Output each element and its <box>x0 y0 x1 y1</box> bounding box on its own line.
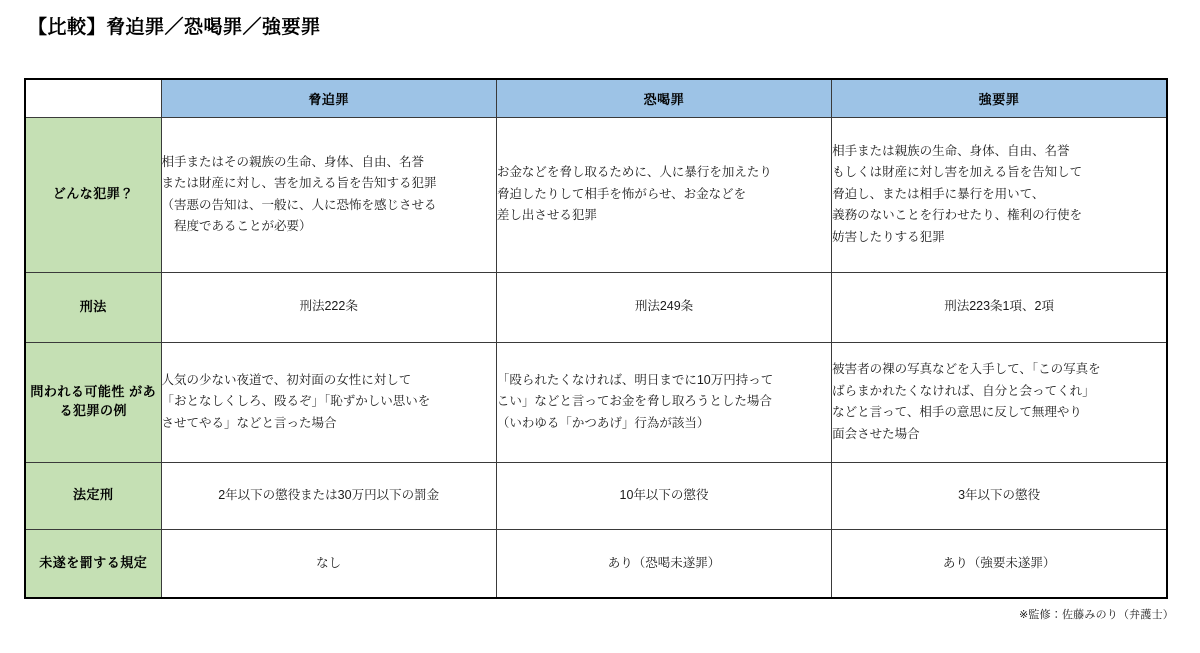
cell-penal-code-extortion <box>496 272 831 342</box>
cell-what-crime-intimidation <box>161 117 496 272</box>
cell-line: あり（強要未遂罪） <box>942 555 1056 570</box>
table-header <box>25 79 1167 117</box>
cell-line: させてやる」などと言った場合 <box>161 415 337 430</box>
cell-line: お金などを脅し取るために、人に暴行を加えたり <box>496 165 772 180</box>
row-label-penal-code: 刑法 <box>25 272 161 342</box>
page-title: 【比較】脅迫罪／恐喝罪／強要罪 <box>28 17 321 38</box>
row-label-examples <box>25 342 161 462</box>
table-row <box>25 462 1167 529</box>
table-row <box>25 272 1167 342</box>
cell-line: 「殴られたくなければ、明日までに10万円持って <box>496 372 774 387</box>
cell-penal-code-intimidation <box>161 272 496 342</box>
cell-line: ばらまかれたくなければ、自分と会ってくれ」 <box>832 383 1095 398</box>
column-header-compulsion: 強要罪 <box>832 79 1167 117</box>
cell-line: 刑法222条 <box>299 299 358 314</box>
row-label-what-crime: どんな犯罪？ <box>25 117 161 272</box>
table-row <box>25 529 1167 598</box>
cell-line: あり（恐喝未遂罪） <box>607 555 721 570</box>
table-header-row <box>25 79 1167 117</box>
cell-line: 相手または親族の生命、身体、自由、名誉 <box>832 143 1070 158</box>
cell-line: 3年以下の懲役 <box>958 487 1041 502</box>
comparison-table <box>24 78 1168 599</box>
cell-line: こい」などと言ってお金を脅し取ろうとした場合 <box>496 394 772 409</box>
cell-line: 義務のないことを行わせたり、権利の行使を <box>832 208 1083 223</box>
cell-line: 刑法249条 <box>634 299 694 314</box>
cell-line: なし <box>316 555 342 570</box>
cell-attempt-provision-compulsion <box>832 529 1167 598</box>
cell-line: 人気の少ない夜道で、初対面の女性に対して <box>161 372 412 387</box>
cell-statutory-penalty-compulsion <box>832 462 1167 529</box>
cell-line: （いわゆる「かつあげ」行為が該当） <box>496 415 710 430</box>
cell-line: 脅迫し、または相手に暴行を用いて、 <box>832 186 1045 201</box>
cell-examples-extortion <box>496 342 831 462</box>
row-label-attempt-provision: 未遂を罰する規定 <box>25 529 161 598</box>
row-label-statutory-penalty: 法定刑 <box>25 462 161 529</box>
row-label-line: 問われる可能性 <box>30 384 125 400</box>
cell-line: 差し出させる犯罪 <box>496 208 597 223</box>
table-row <box>25 342 1167 462</box>
cell-examples-intimidation <box>161 342 496 462</box>
cell-line: もしくは財産に対し害を加える旨を告知して <box>832 165 1083 180</box>
supervisor-credit: ※監修：佐藤みのり（弁護士） <box>1018 609 1174 621</box>
row-label-line: がある犯罪の例 <box>59 384 157 418</box>
cell-line: 2年以下の懲役または30万円以下の罰金 <box>218 487 440 502</box>
cell-line: または財産に対し、害を加える旨を告知する犯罪 <box>161 176 437 190</box>
cell-line: などと言って、相手の意思に反して無理やり <box>832 405 1082 419</box>
table-body <box>25 117 1167 598</box>
column-header-extortion: 恐喝罪 <box>496 79 831 117</box>
cell-line: 程度であることが必要） <box>174 219 312 233</box>
cell-line: 相手またはその親族の生命、身体、自由、名誉 <box>161 154 425 169</box>
cell-line: 面会させた場合 <box>832 426 920 441</box>
cell-attempt-provision-intimidation <box>161 529 496 598</box>
cell-what-crime-extortion <box>496 117 831 272</box>
cell-line: 「おとなしくしろ、殴るぞ」「恥ずかしい思いを <box>161 394 431 409</box>
column-header-intimidation: 脅迫罪 <box>161 79 496 117</box>
cell-line: 被害者の裸の写真などを入手して、「この写真を <box>832 362 1101 376</box>
cell-statutory-penalty-intimidation <box>161 462 496 529</box>
cell-attempt-provision-extortion <box>496 529 831 598</box>
cell-line: 刑法223条1項、2項 <box>944 299 1054 314</box>
cell-penal-code-compulsion <box>832 272 1167 342</box>
cell-line: 10年以下の懲役 <box>619 487 709 502</box>
table-row <box>25 117 1167 272</box>
table-corner-cell <box>25 79 161 117</box>
comparison-table-container <box>24 78 1166 599</box>
cell-line: 妨害したりする犯罪 <box>832 229 945 244</box>
cell-line: （害悪の告知は、一般に、人に恐怖を感じさせる <box>161 197 437 212</box>
cell-what-crime-compulsion <box>832 117 1167 272</box>
cell-examples-compulsion <box>832 342 1167 462</box>
cell-line: 脅迫したりして相手を怖がらせ、お金などを <box>496 186 747 201</box>
cell-statutory-penalty-extortion <box>496 462 831 529</box>
